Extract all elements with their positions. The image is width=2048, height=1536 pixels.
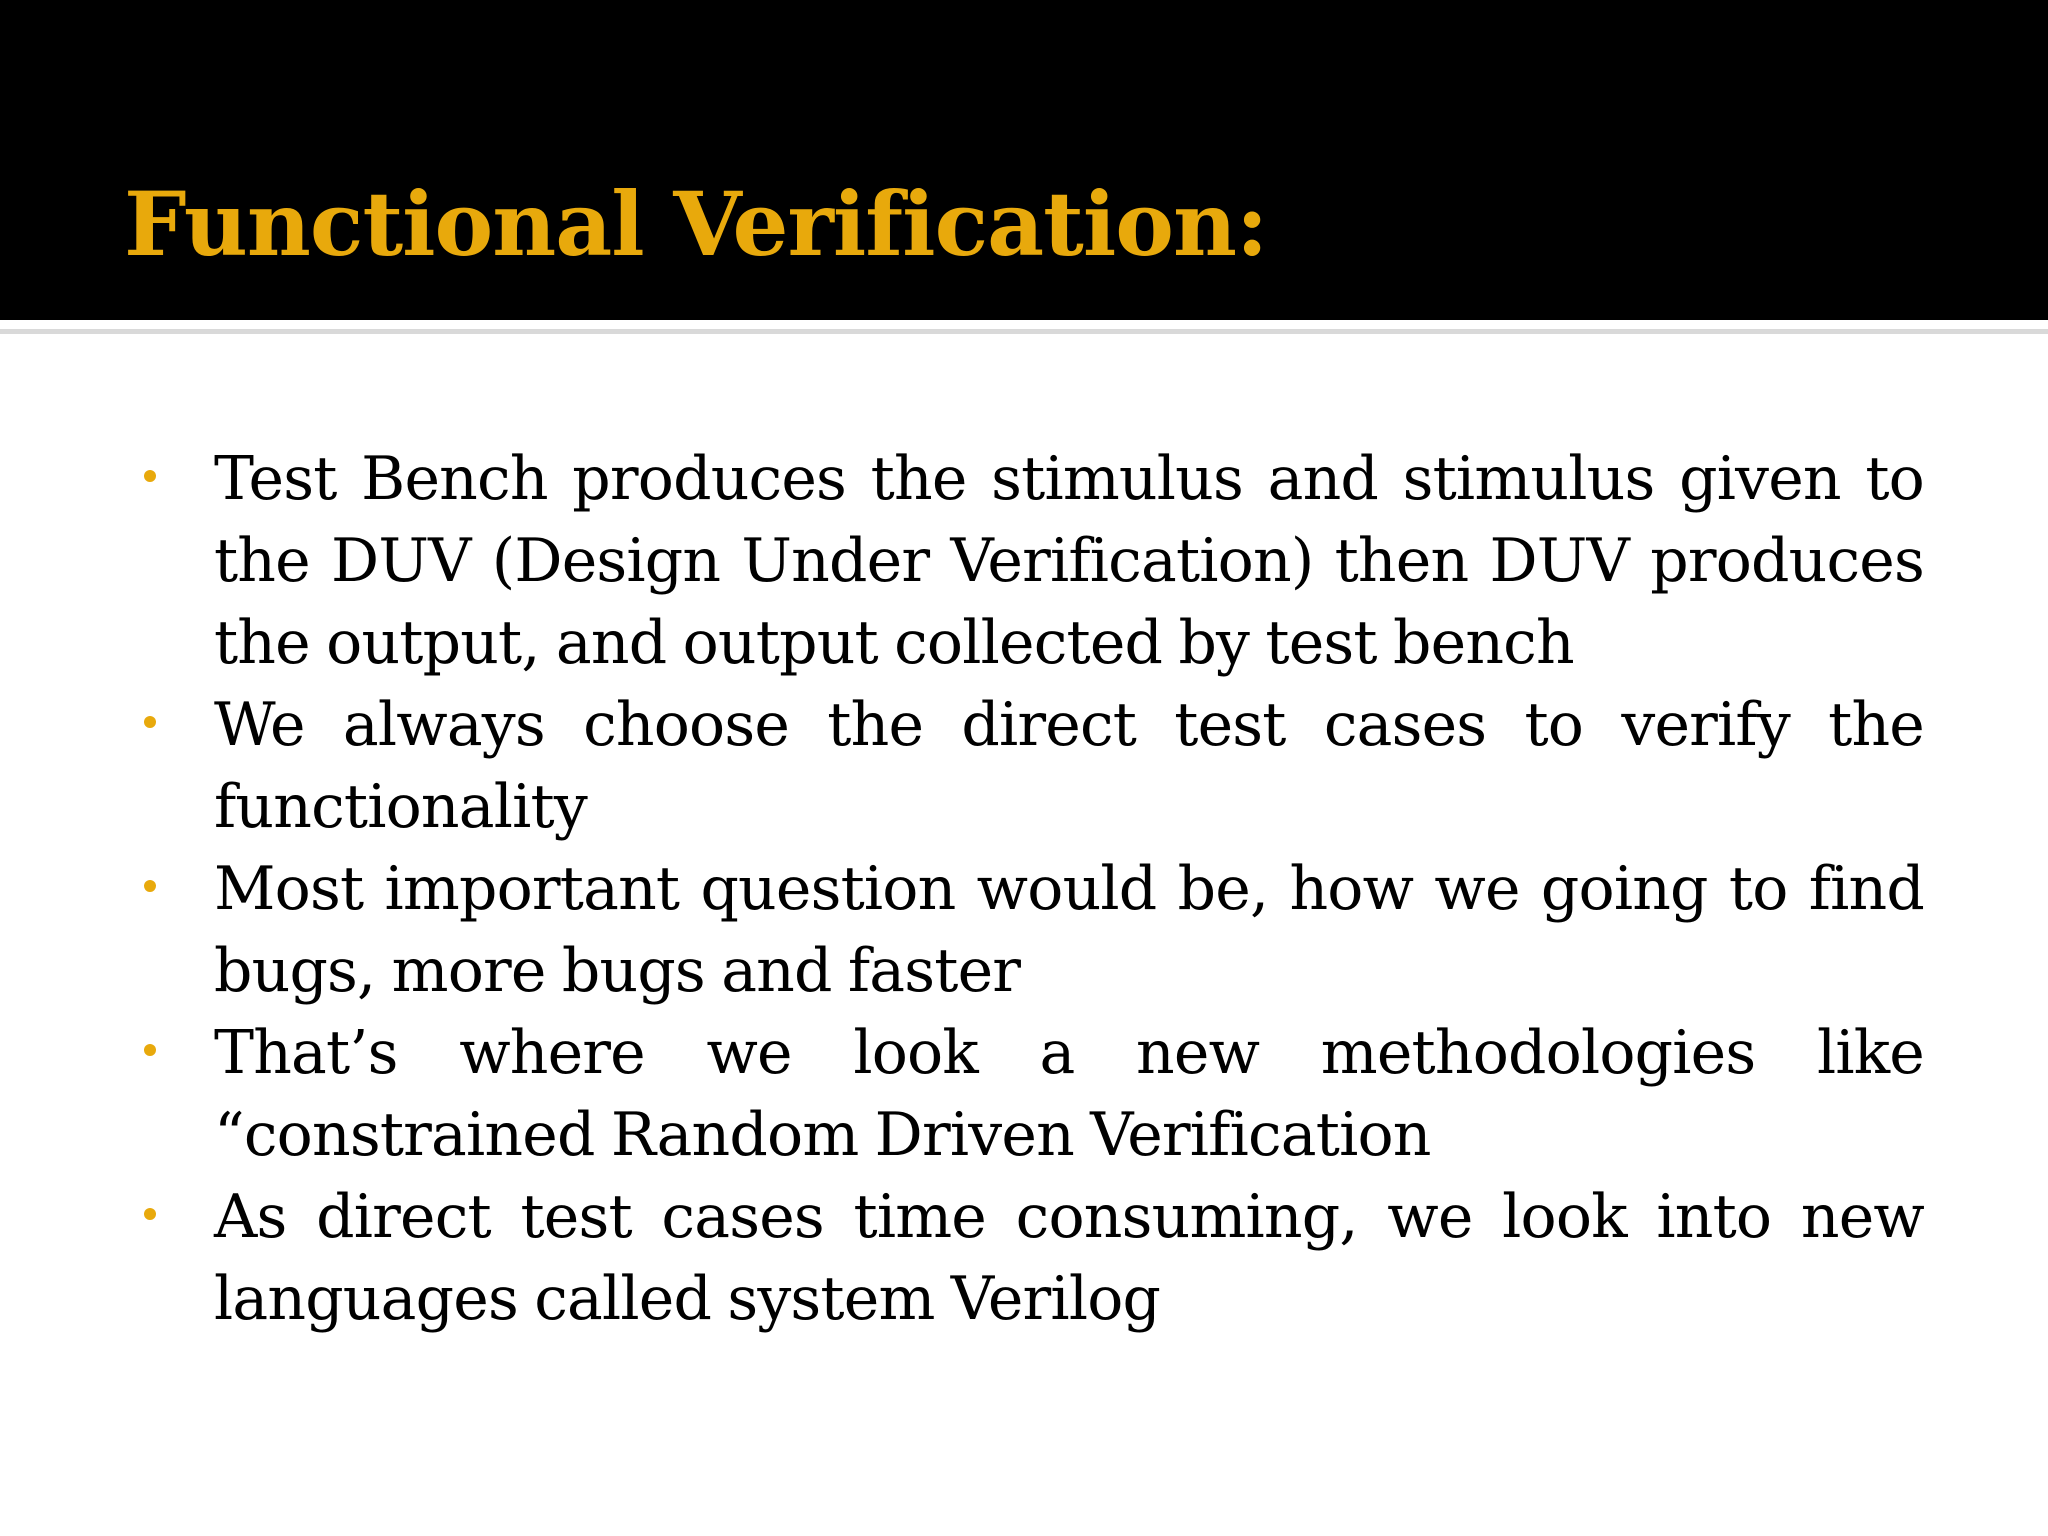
bullet-text: That’s where we look a new methodologies like “constrained Random Driven Verification: [214, 1018, 1924, 1170]
bullet-text: Test Bench produces the stimulus and stimulus given to the DUV (Design Under Verification) then DUV produces the output, and output collected by test bench: [214, 444, 1924, 678]
bullet-item: [140, 438, 1924, 684]
bullet-icon: [144, 880, 156, 892]
bullet-icon: [144, 1208, 156, 1220]
title-divider: [0, 329, 2048, 334]
bullet-list: [140, 438, 1924, 1340]
bullet-text: We always choose the direct test cases to verify the functionality: [214, 690, 1924, 842]
bullet-text: Most important question would be, how we going to find bugs, more bugs and faster: [214, 854, 1924, 1006]
bullet-icon: [144, 716, 156, 728]
bullet-text: As direct test cases time consuming, we look into new languages called system Verilog: [214, 1182, 1924, 1334]
bullet-icon: [144, 1044, 156, 1056]
bullet-item: [140, 1176, 1924, 1340]
bullet-item: [140, 848, 1924, 1012]
bullet-item: [140, 1012, 1924, 1176]
bullet-item: [140, 684, 1924, 848]
slide-title: Functional Verification:: [124, 172, 1268, 276]
bullet-icon: [144, 470, 156, 482]
